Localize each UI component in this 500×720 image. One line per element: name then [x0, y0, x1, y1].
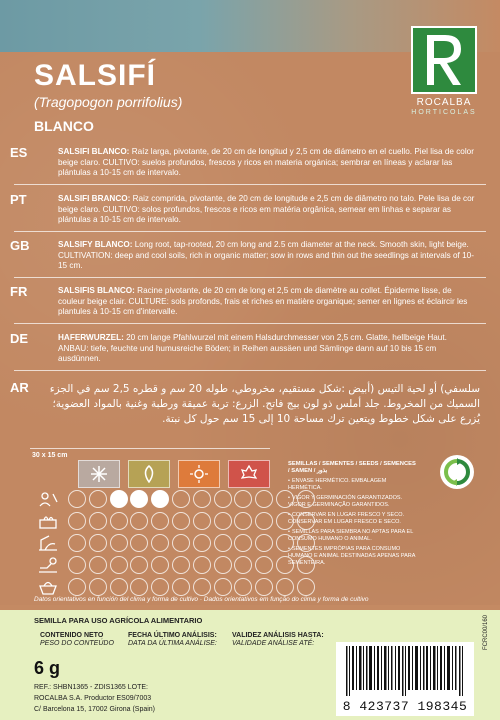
- header: [34, 60, 182, 134]
- calendar-row-transplant: [34, 532, 318, 554]
- month-10: [255, 534, 273, 552]
- transplant-icon: [34, 533, 62, 553]
- month-6: [172, 534, 190, 552]
- month-8: [214, 490, 232, 508]
- month-2: [89, 556, 107, 574]
- company: ROCALBA S.A. Productor ES09/7003: [34, 695, 152, 702]
- validity-sub: VALIDADE ANÁLISE ATÉ:: [232, 640, 315, 647]
- reference: REF.: SHBN1365 - ZDIS1365 LOTE:: [34, 684, 148, 691]
- logo-box: [411, 26, 477, 94]
- lang-text: SALSIFIS BLANCO: Racine pivotante, de 20 cm de long et 2,5 cm de diamètre au collet. Épiderme lisse, de couleur beige clair. CULTURE: sols profonds, frais et riches en matière organique; semer en lignes et éclaircir les plantules à 10-15 cm d'intervalle.: [58, 286, 468, 316]
- month-7: [193, 534, 211, 552]
- calendar-row-sow-open: [34, 488, 318, 510]
- validity-label: VALIDEZ ANÁLISIS HASTA:: [232, 632, 324, 639]
- month-8: [214, 512, 232, 530]
- month-7: [193, 556, 211, 574]
- month-8: [214, 556, 232, 574]
- month-10: [255, 512, 273, 530]
- season-icons: [78, 460, 270, 488]
- month-9: [234, 556, 252, 574]
- divider: [14, 231, 486, 232]
- month-3: [110, 534, 128, 552]
- calendar-row-harvest: [34, 576, 318, 598]
- lang-code: GB: [10, 238, 30, 253]
- month-4: [130, 534, 148, 552]
- logo-name: ROCALBA: [416, 97, 472, 108]
- month-5: [151, 578, 169, 596]
- month-12: [297, 578, 315, 596]
- month-10: [255, 490, 273, 508]
- legend-row: • SEMENTES IMPRÓPIAS PARA CONSUMO HUMANO E ANIMAL DESTINADAS APENAS PARA SEMENTEIRA.: [288, 546, 418, 567]
- month-5: [151, 534, 169, 552]
- month-3: [110, 556, 128, 574]
- harvest-basket-icon: [34, 577, 62, 597]
- lang-text: SALSIFI BRANCO: Raiz comprida, pivotante, de 20 cm de longitude e 2,5 cm de diâmetro no talo. Pele lisa de cor beige claro. CULTIVO: solos profundos, frescos e ricos em matéria orgânica, semear em linhas e separar as plántulas a 10-15 cm de intervalo.: [58, 194, 475, 224]
- month-1: [68, 490, 86, 508]
- month-1: [68, 578, 86, 596]
- month-7: [193, 490, 211, 508]
- side-code: FCRC00/160: [483, 614, 489, 650]
- footnote: Datos orientativos en función del clima y forma de cultivo · Dados orientativos em função do clima y forma de cultivo: [34, 596, 369, 603]
- month-3: [110, 490, 128, 508]
- month-1: [68, 556, 86, 574]
- legend-row: • SEMILLAS PARA SIEMBRA NO APTAS PARA EL CONSUMO HUMANO O ANIMAL.: [288, 529, 418, 543]
- calendar-row-harvest-early: [34, 554, 318, 576]
- spacing-label: 30 x 15 cm: [32, 452, 68, 459]
- sow-outdoor-icon: [34, 489, 62, 509]
- month-1: [68, 534, 86, 552]
- divider: [14, 184, 486, 185]
- barcode-bars: [336, 642, 474, 700]
- month-7: [193, 578, 211, 596]
- lang-code: PT: [10, 192, 27, 207]
- month-9: [234, 512, 252, 530]
- spring-icon: [128, 460, 170, 488]
- month-3: [110, 578, 128, 596]
- month-3: [110, 512, 128, 530]
- month-8: [214, 534, 232, 552]
- logo-sub: HORTICOLAS: [411, 109, 477, 116]
- content-label: CONTENIDO NETO: [40, 632, 104, 639]
- legend-header: SEMILLAS / SEMENTES / SEEDS / SEMENCES / SAMEN / بذور: [288, 461, 416, 474]
- month-6: [172, 490, 190, 508]
- seed-use: SEMILLA PARA USO AGRÍCOLA ALIMENTARIO: [34, 616, 203, 625]
- seed-legend: [288, 461, 418, 567]
- month-6: [172, 578, 190, 596]
- logo-r-icon: [421, 31, 467, 89]
- legend-row: • CONSERVAR EN LUGAR FRESCO Y SECO. CONSERVAR EM LUGAR FRESCO E SECO.: [288, 512, 418, 526]
- lang-code: FR: [10, 284, 28, 299]
- month-9: [234, 578, 252, 596]
- month-6: [172, 556, 190, 574]
- month-5: [151, 512, 169, 530]
- rocalba-logo: [404, 26, 484, 116]
- month-4: [130, 512, 148, 530]
- bottom-band: [0, 610, 500, 720]
- divider: [30, 448, 270, 449]
- green-dot-recycle-icon: [440, 455, 474, 489]
- lang-code: ES: [10, 145, 28, 160]
- net-weight: 6 g: [34, 658, 61, 678]
- month-2: [89, 534, 107, 552]
- arabic-text: سلسفي) أو لحية التيس (أبيض :شكل مستقيم، مخروطي، طوله 20 سم و قطره 2,5 سم في الجزء السميك من المخروط. جلد أملس ذو لون بيج فاتح. الزرع: تربة عميقة ورطبة وغنية بالمواد العضوية؛ يُزرع على شكل خطوط ويتعين ترك مساحة 10 إلى 15 سم حول كل نبتة.: [49, 383, 480, 425]
- month-10: [255, 556, 273, 574]
- month-9: [234, 490, 252, 508]
- month-2: [89, 490, 107, 508]
- lang-text: SALSIFY BLANCO: Long root, tap-rooted, 20 cm long and 2.5 cm diameter at the neck. Smooth skin, light beige. CULTIVATION: deep and cool soils, rich in organic matter; sow in rows and thin out the seedlings at intervals of 10-15 cm.: [58, 240, 474, 270]
- month-2: [89, 578, 107, 596]
- sowing-calendar: [34, 488, 318, 598]
- legend-row: • VIGOR Y GERMINACIÓN GARANTIZADOS. VIGOR E GERMINAÇÃO GARANTIDOS.: [288, 495, 418, 509]
- content-sub: PESO DO CONTEÚDO: [40, 640, 114, 647]
- month-11: [276, 578, 294, 596]
- analysis-sub: DATA DA ÚLTIMA ANÁLISE:: [128, 640, 217, 647]
- month-9: [234, 534, 252, 552]
- barcode-number: 8 423737 198345: [342, 699, 468, 714]
- divider: [14, 323, 486, 324]
- legend-row: • ENVASE HERMÉTICO. EMBALAGEM HERMÉTICA.: [288, 478, 418, 492]
- month-2: [89, 512, 107, 530]
- month-4: [130, 490, 148, 508]
- month-6: [172, 512, 190, 530]
- divider: [14, 277, 486, 278]
- month-10: [255, 578, 273, 596]
- autumn-icon: [228, 460, 270, 488]
- barcode: [336, 642, 474, 716]
- month-5: [151, 556, 169, 574]
- harvest-hand-icon: [34, 555, 62, 575]
- lang-code: DE: [10, 331, 29, 346]
- address: C/ Barcelona 15, 17002 Girona (Spain): [34, 706, 156, 713]
- month-7: [193, 512, 211, 530]
- latin-name: (Tragopogon porrifolius): [34, 94, 183, 110]
- lang-text: HAFERWURZEL: 20 cm lange Pfahlwurzel mit einem Halsdurchmesser von 2,5 cm. Glatte, hellbeige Haut. ANBAU: tiefe, feuchte und humusreiche Böden; in Reihen aussäen und Sämlinge dann auf 10 bis 15 cm ausdünnen.: [58, 333, 447, 363]
- month-8: [214, 578, 232, 596]
- seedbed-icon: [34, 511, 62, 531]
- month-4: [130, 578, 148, 596]
- lang-code: AR: [10, 380, 29, 395]
- month-4: [130, 556, 148, 574]
- lang-text: SALSIFI BLANCO: Raíz larga, pivotante, de 20 cm de longitud y 2,5 cm de diámetro en el cuello. Piel lisa de color beige claro. CULTIVO: suelos profundos, frescos y ricos en materia orgánica; sembrar en líneas y aclarar las plántulas a 10-15 cm de intervalo.: [58, 147, 474, 177]
- month-5: [151, 490, 169, 508]
- summer-icon: [178, 460, 220, 488]
- variety-name: BLANCO: [34, 118, 94, 134]
- winter-icon: [78, 460, 120, 488]
- month-1: [68, 512, 86, 530]
- analysis-label: FECHA ÚLTIMO ANÁLISIS:: [128, 632, 217, 639]
- calendar-row-sow-seedbed: [34, 510, 318, 532]
- product-title: SALSIFÍ: [34, 59, 157, 92]
- divider: [14, 370, 486, 371]
